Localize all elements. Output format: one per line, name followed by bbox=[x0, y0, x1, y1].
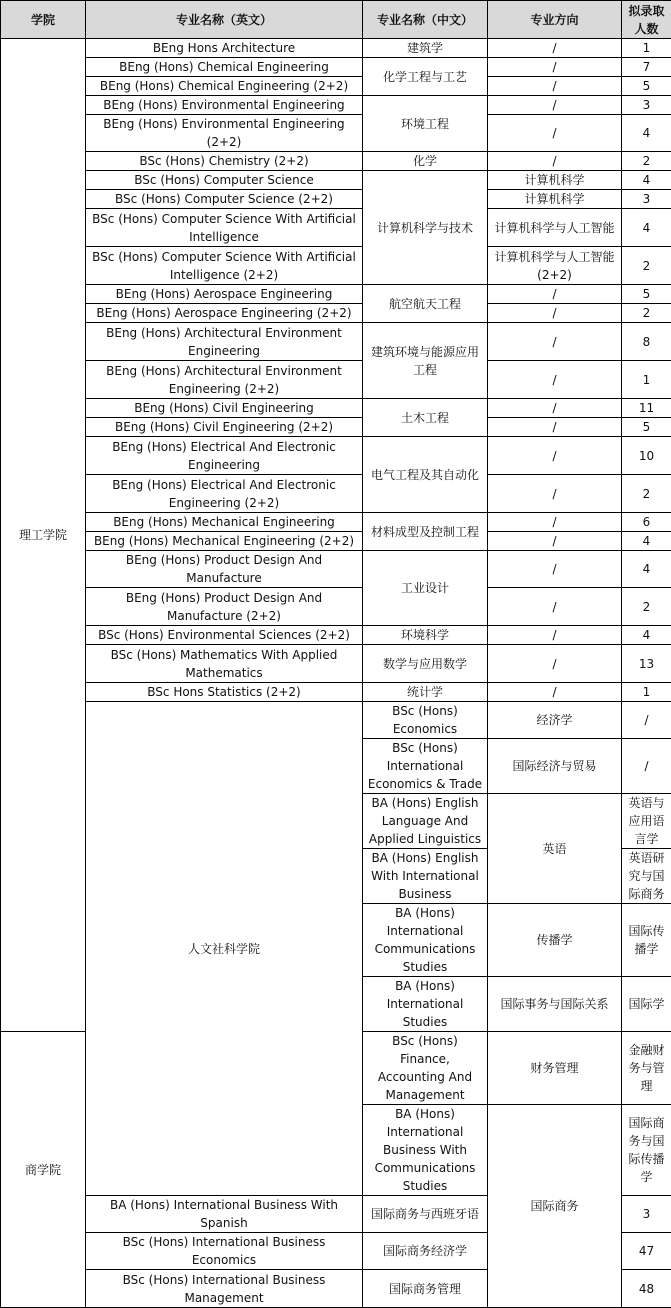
program-name-cn: 工业设计 bbox=[363, 551, 488, 626]
program-direction: / bbox=[488, 513, 622, 532]
header-name-en: 专业名称（英文） bbox=[86, 1, 363, 39]
program-direction: 计算机科学与人工智能 bbox=[488, 209, 622, 247]
program-name-en: BEng (Hons) Mechanical Engineering bbox=[86, 513, 363, 532]
program-name-en: BA (Hons) English Language And Applied Linguistics bbox=[363, 794, 488, 849]
quota-count: 5 bbox=[622, 285, 671, 304]
program-direction: / bbox=[488, 645, 622, 683]
table-row bbox=[1, 190, 671, 209]
quota-count: 48 bbox=[622, 1270, 671, 1308]
program-name-en: BSc (Hons) Economics bbox=[363, 702, 488, 739]
program-name-cn: 电气工程及其自动化 bbox=[363, 437, 488, 513]
program-name-en: BSc (Hons) Mathematics With Applied Mathematics bbox=[86, 645, 363, 683]
program-name-en: BSc (Hons) Computer Science bbox=[86, 171, 363, 190]
quota-count: 1 bbox=[622, 683, 671, 702]
program-name-cn: 经济学 bbox=[488, 702, 622, 739]
program-name-en: BEng Hons Architecture bbox=[86, 39, 363, 58]
table-row bbox=[1, 702, 671, 739]
quota-count: 4 bbox=[622, 532, 671, 551]
program-name-en: BEng (Hons) Environmental Engineering (2+2) bbox=[86, 115, 363, 152]
program-name-cn: 航空航天工程 bbox=[363, 285, 488, 323]
header-college: 学院 bbox=[1, 1, 86, 39]
table-row bbox=[1, 437, 671, 475]
header-row bbox=[1, 1, 671, 39]
table-row bbox=[1, 418, 671, 437]
program-name-en: BA (Hons) International Studies bbox=[363, 977, 488, 1032]
program-direction: 国际商务与国际传播学 bbox=[622, 1105, 671, 1196]
quota-count: 3 bbox=[622, 96, 671, 115]
quota-count: 2 bbox=[622, 475, 671, 513]
program-name-en: BEng (Hons) Chemical Engineering bbox=[86, 58, 363, 77]
program-name-cn: 建筑环境与能源应用工程 bbox=[363, 323, 488, 399]
program-direction: 国际商务经济学 bbox=[363, 1233, 488, 1270]
table-row bbox=[1, 304, 671, 323]
program-name-en: BEng (Hons) Aerospace Engineering (2+2) bbox=[86, 304, 363, 323]
program-direction: / bbox=[488, 152, 622, 171]
program-name-en: BEng (Hons) Product Design And Manufacture (2+2) bbox=[86, 588, 363, 626]
program-name-en: BSc (Hons) Computer Science With Artificial Intelligence bbox=[86, 209, 363, 247]
program-name-en: BSc (Hons) International Economics & Trade bbox=[363, 739, 488, 794]
quota-count: 2 bbox=[622, 588, 671, 626]
program-name-en: BSc (Hons) Computer Science (2+2) bbox=[86, 190, 363, 209]
program-direction: / bbox=[488, 39, 622, 58]
quota-count: 5 bbox=[622, 77, 671, 96]
program-direction: / bbox=[488, 626, 622, 645]
college-cell: 人文社科学院 bbox=[86, 702, 363, 1196]
program-direction: 国际商务与西班牙语 bbox=[363, 1196, 488, 1233]
program-name-en: BEng (Hons) Product Design And Manufacture bbox=[86, 551, 363, 588]
program-direction: / bbox=[488, 399, 622, 418]
program-name-en: BEng (Hons) Chemical Engineering (2+2) bbox=[86, 77, 363, 96]
program-name-en: BSc (Hons) Environmental Sciences (2+2) bbox=[86, 626, 363, 645]
quota-count: 4 bbox=[622, 626, 671, 645]
table-row bbox=[1, 39, 671, 58]
program-name-cn: 化学 bbox=[363, 152, 488, 171]
program-direction: / bbox=[488, 304, 622, 323]
quota-count: 3 bbox=[622, 1196, 671, 1233]
quota-count: 1 bbox=[622, 361, 671, 399]
program-name-cn: 环境科学 bbox=[363, 626, 488, 645]
quota-count: 47 bbox=[622, 1233, 671, 1270]
program-name-cn: 材料成型及控制工程 bbox=[363, 513, 488, 551]
table-row bbox=[1, 115, 671, 152]
program-direction: / bbox=[488, 588, 622, 626]
quota-count: 13 bbox=[622, 645, 671, 683]
table-row bbox=[1, 513, 671, 532]
table-row bbox=[1, 361, 671, 399]
program-direction: 计算机科学 bbox=[488, 190, 622, 209]
table-row bbox=[1, 285, 671, 304]
program-name-en: BA (Hons) International Business With Communications Studies bbox=[363, 1105, 488, 1196]
program-name-en: BEng (Hons) Mechanical Engineering (2+2) bbox=[86, 532, 363, 551]
table-row bbox=[1, 152, 671, 171]
program-name-cn: 国际商务 bbox=[488, 1105, 622, 1308]
quota-count: 11 bbox=[622, 399, 671, 418]
program-direction: / bbox=[488, 361, 622, 399]
program-name-en: BEng (Hons) Electrical And Electronic Engineering bbox=[86, 437, 363, 475]
program-direction: / bbox=[488, 437, 622, 475]
program-name-cn: 传播学 bbox=[488, 904, 622, 977]
quota-count: 6 bbox=[622, 513, 671, 532]
program-name-cn: 统计学 bbox=[363, 683, 488, 702]
program-name-en: BA (Hons) English With International Business bbox=[363, 849, 488, 904]
table-row bbox=[1, 626, 671, 645]
program-name-cn: 计算机科学与技术 bbox=[363, 171, 488, 285]
table-row bbox=[1, 588, 671, 626]
quota-count: 4 bbox=[622, 115, 671, 152]
program-direction: / bbox=[488, 418, 622, 437]
program-direction: / bbox=[488, 683, 622, 702]
program-name-en: BEng (Hons) Electrical And Electronic Engineering (2+2) bbox=[86, 475, 363, 513]
quota-count: 1 bbox=[622, 39, 671, 58]
program-direction: / bbox=[488, 285, 622, 304]
table-row bbox=[1, 475, 671, 513]
program-name-en: BEng (Hons) Civil Engineering (2+2) bbox=[86, 418, 363, 437]
quota-count: 2 bbox=[622, 304, 671, 323]
table-row bbox=[1, 58, 671, 77]
table-row bbox=[1, 171, 671, 190]
program-direction: / bbox=[488, 532, 622, 551]
program-name-en: BEng (Hons) Civil Engineering bbox=[86, 399, 363, 418]
college-cell: 商学院 bbox=[1, 1032, 86, 1308]
table-row bbox=[1, 683, 671, 702]
program-direction: / bbox=[488, 77, 622, 96]
program-name-en: BSc (Hons) Computer Science With Artificial Intelligence (2+2) bbox=[86, 247, 363, 285]
program-direction: 国际传播学 bbox=[622, 904, 671, 977]
program-direction: / bbox=[488, 96, 622, 115]
program-name-cn: 建筑学 bbox=[363, 39, 488, 58]
quota-count: 5 bbox=[622, 418, 671, 437]
program-name-en: BEng (Hons) Environmental Engineering bbox=[86, 96, 363, 115]
quota-count: 4 bbox=[622, 209, 671, 247]
quota-count: 2 bbox=[622, 152, 671, 171]
program-name-cn: 国际事务与国际关系 bbox=[488, 977, 622, 1032]
program-direction: 计算机科学与人工智能(2+2) bbox=[488, 247, 622, 285]
college-cell: 理工学院 bbox=[1, 39, 86, 1032]
program-name-cn: 土木工程 bbox=[363, 399, 488, 437]
program-name-cn: 化学工程与工艺 bbox=[363, 58, 488, 96]
table-row bbox=[1, 323, 671, 361]
quota-count: 4 bbox=[622, 551, 671, 588]
table-row bbox=[1, 77, 671, 96]
program-name-cn: 国际经济与贸易 bbox=[488, 739, 622, 794]
program-direction: 国际学 bbox=[622, 977, 671, 1032]
program-name-cn: 环境工程 bbox=[363, 96, 488, 152]
table-row bbox=[1, 209, 671, 247]
program-direction: / bbox=[488, 475, 622, 513]
program-name-en: BEng (Hons) Architectural Environment Engineering bbox=[86, 323, 363, 361]
quota-count: 7 bbox=[622, 58, 671, 77]
table-row bbox=[1, 645, 671, 683]
program-direction: 计算机科学 bbox=[488, 171, 622, 190]
header-quota: 拟录取人数 bbox=[622, 1, 671, 39]
program-name-en: BSc (Hons) International Business Economics bbox=[86, 1233, 363, 1270]
table-row bbox=[1, 96, 671, 115]
table-row bbox=[1, 399, 671, 418]
quota-count: 3 bbox=[622, 190, 671, 209]
table-row bbox=[1, 247, 671, 285]
header-name-cn: 专业名称（中文） bbox=[363, 1, 488, 39]
program-direction: 英语与应用语言学 bbox=[622, 794, 671, 849]
table-row bbox=[1, 532, 671, 551]
program-direction: / bbox=[488, 58, 622, 77]
program-direction: 英语研究与国际商务 bbox=[622, 849, 671, 904]
program-name-en: BEng (Hons) Architectural Environment Engineering (2+2) bbox=[86, 361, 363, 399]
program-direction: 国际商务管理 bbox=[363, 1270, 488, 1308]
program-direction: / bbox=[622, 739, 671, 794]
program-name-cn: 财务管理 bbox=[488, 1032, 622, 1105]
program-name-en: BA (Hons) International Business With Spanish bbox=[86, 1196, 363, 1233]
quota-count: 4 bbox=[622, 171, 671, 190]
header-direction: 专业方向 bbox=[488, 1, 622, 39]
program-name-en: BSc (Hons) Chemistry (2+2) bbox=[86, 152, 363, 171]
program-direction: / bbox=[488, 551, 622, 588]
program-direction: / bbox=[622, 702, 671, 739]
program-name-en: BSc (Hons) International Business Management bbox=[86, 1270, 363, 1308]
program-direction: / bbox=[488, 323, 622, 361]
program-name-en: BSc Hons Statistics (2+2) bbox=[86, 683, 363, 702]
program-direction: / bbox=[488, 115, 622, 152]
quota-count: 8 bbox=[622, 323, 671, 361]
program-name-en: BA (Hons) International Communications Studies bbox=[363, 904, 488, 977]
table-row bbox=[1, 551, 671, 588]
program-name-cn: 数学与应用数学 bbox=[363, 645, 488, 683]
quota-count: 10 bbox=[622, 437, 671, 475]
quota-count: 2 bbox=[622, 247, 671, 285]
program-direction: 金融财务与管理 bbox=[622, 1032, 671, 1105]
program-name-cn: 英语 bbox=[488, 794, 622, 904]
program-name-en: BSc (Hons) Finance, Accounting And Management bbox=[363, 1032, 488, 1105]
program-name-en: BEng (Hons) Aerospace Engineering bbox=[86, 285, 363, 304]
